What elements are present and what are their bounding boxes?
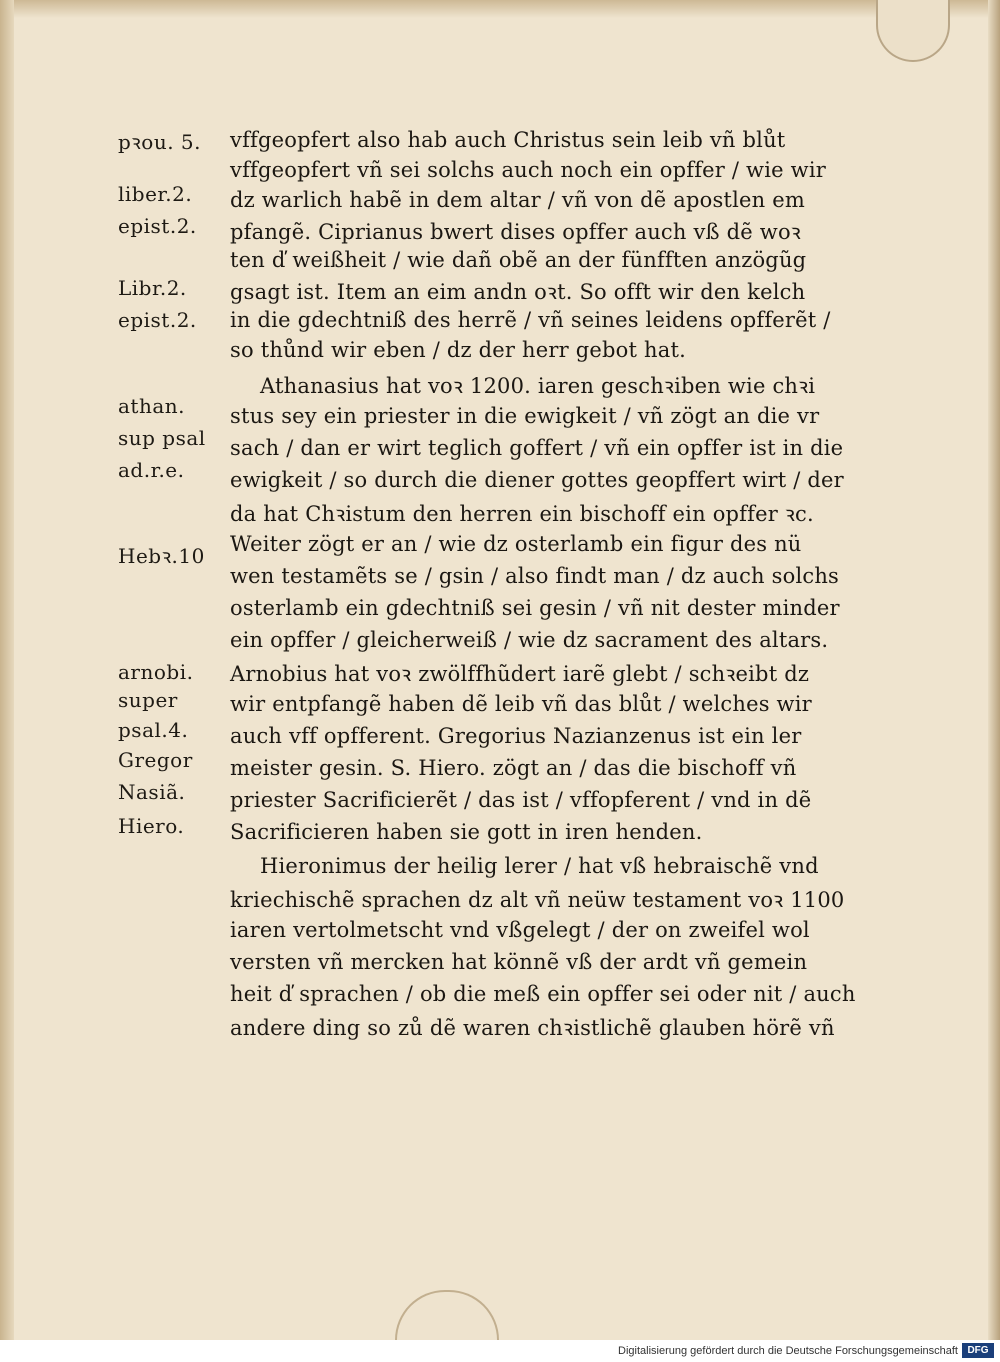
margin-note: liber.2. [118, 182, 193, 206]
text-line: Hieronimus der heilig lerer / hat vß hebraischẽ vnd [260, 854, 819, 878]
text-line: ewigkeit / so durch die diener gottes geopffert wirt / der [230, 468, 844, 492]
margin-note: Hiero. [118, 814, 185, 838]
text-line: vffgeopfert vñ sei solchs auch noch ein opffer / wie wir [230, 158, 826, 182]
margin-note: arnobi. [118, 660, 194, 684]
page-tab-notch [876, 0, 950, 62]
margin-note: sup psal [118, 426, 206, 450]
text-line: in die gdechtniß des herrẽ / vñ seines leidens opfferẽt / [230, 308, 831, 332]
text-line: so thůnd wir eben / dz der herr gebot hat. [230, 338, 686, 362]
margin-note: pꝛou. 5. [118, 130, 202, 154]
page-thumb-notch [395, 1290, 499, 1340]
margin-note: epist.2. [118, 214, 197, 238]
margin-note: Gregor [118, 748, 193, 772]
text-line: da hat Chꝛistum den herren ein bischoff ein opffer ꝛc. [230, 502, 814, 526]
text-line: stus sey ein priester in die ewigkeit / vñ zögt an die vr [230, 404, 820, 428]
text-line: sach / dan er wirt teglich goffert / vñ ein opffer ist in die [230, 436, 844, 460]
text-line: Athanasius hat voꝛ 1200. iaren geschꝛiben wie chꝛi [260, 374, 816, 398]
margin-note: ad.r.e. [118, 458, 185, 482]
text-line: heit ď sprachen / ob die meß ein opffer sei oder nit / auch [230, 982, 856, 1006]
text-line: Arnobius hat voꝛ zwölffhũdert iarẽ glebt / schꝛeibt dz [230, 662, 810, 686]
text-line: auch vff opfferent. Gregorius Nazianzenus ist ein ler [230, 724, 802, 748]
margin-note: psal.4. [118, 718, 189, 742]
page-right-edge [988, 0, 1000, 1340]
page-left-edge [0, 0, 14, 1340]
text-line: kriechischẽ sprachen dz alt vñ neüw testament voꝛ 1100 [230, 888, 845, 912]
margin-note: epist.2. [118, 308, 197, 332]
text-line: iaren vertolmetscht vnd vßgelegt / der on zweifel wol [230, 918, 810, 942]
text-line: Sacrificieren haben sie gott in iren henden. [230, 820, 703, 844]
margin-note: Nasiã. [118, 780, 186, 804]
text-line: Weiter zögt er an / wie dz osterlamb ein figur des nü [230, 532, 802, 556]
text-line: osterlamb ein gdechtniß sei gesin / vñ nit dester minder [230, 596, 840, 620]
margin-note: athan. [118, 394, 186, 418]
text-line: dz warlich habẽ in dem altar / vñ von dẽ apostlen em [230, 188, 805, 212]
text-line: pfangẽ. Ciprianus bwert dises opffer auch vß dẽ woꝛ [230, 220, 801, 244]
footer-credit: Digitalisierung gefördert durch die Deutsche Forschungsgemeinschaft [618, 1345, 958, 1357]
text-line: wir entpfangẽ haben dẽ leib vñ das blůt / welches wir [230, 692, 812, 716]
margin-note: super [118, 688, 178, 712]
margin-note: Hebꝛ.10 [118, 544, 205, 568]
text-line: versten vñ mercken hat könnẽ vß der ardt vñ gemein [230, 950, 808, 974]
text-line: ein opffer / gleicherweiß / wie dz sacrament des altars. [230, 628, 829, 652]
text-line: priester Sacrificierẽt / das ist / vffopferent / vnd in dẽ [230, 788, 812, 812]
text-line: ten ď weißheit / wie dañ obẽ an der fünfften anzögũg [230, 248, 807, 272]
text-line: wen testamẽts se / gsin / also findt man / dz auch solchs [230, 564, 840, 588]
margin-note: Libr.2. [118, 276, 187, 300]
text-line: vffgeopfert also hab auch Christus sein leib vñ blůt [230, 128, 786, 152]
text-line: andere ding so zů dẽ waren chꝛistlichẽ glauben hörẽ vñ [230, 1016, 835, 1040]
page-top-edge [0, 0, 1000, 18]
text-line: gsagt ist. Item an eim andn oꝛt. So offt wir den kelch [230, 280, 806, 304]
dfg-logo: DFG [962, 1343, 994, 1358]
text-line: meister gesin. S. Hiero. zögt an / das die bischoff vñ [230, 756, 797, 780]
